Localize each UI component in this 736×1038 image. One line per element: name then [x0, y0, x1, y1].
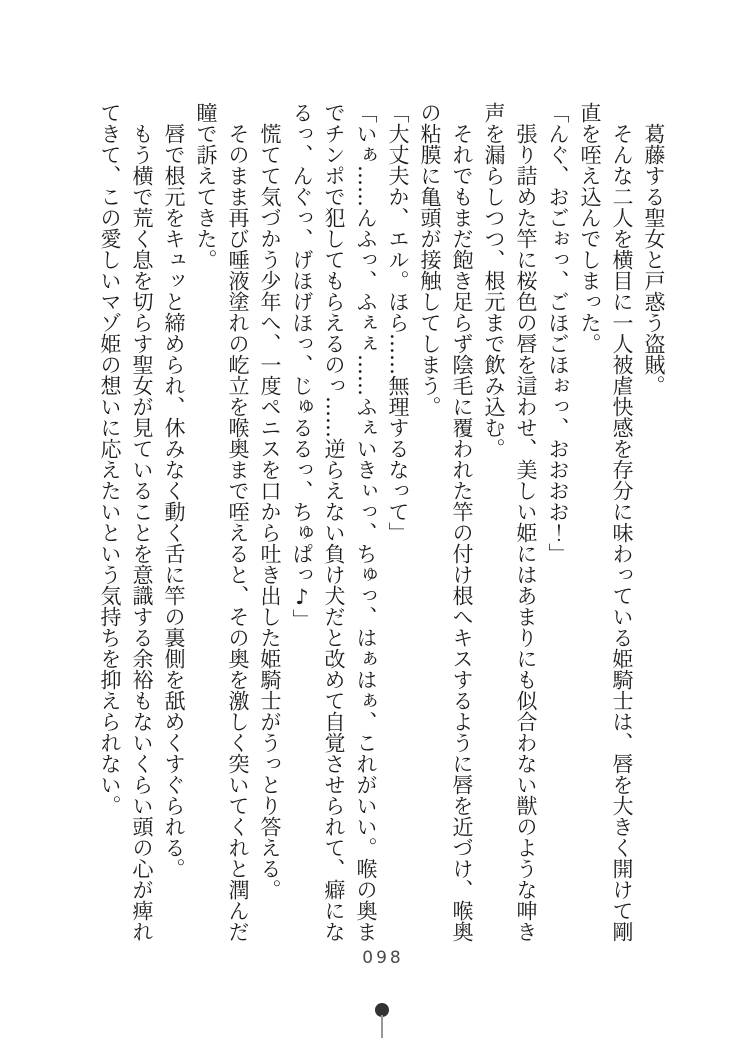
paragraph: 葛藤する聖女と戸惑う盗賊。	[642, 102, 666, 396]
paragraph: 「いぁ……んふっ、ふぇぇ……ふぇいきぃっ、ちゅっ、はぁはぁ、これがいい。喉の奥までチンポで犯してもらえるのっ……逆らえない負け犬だと改めて自覚させられて、癖になるっ、んぐっ、げほげほっ、じゅるるっ、ちゅぱっ♪」	[290, 102, 378, 942]
paragraph: それでもまだ飽き足らず陰毛に覆われた竿の付け根へキスするように唇を近づけ、喉奥の粘膜に亀頭が接触してしまう。	[418, 102, 474, 942]
paragraph: そんな二人を横目に一人被虐快感を存分に味わっている姫騎士は、唇を大きく開けて剛直を咥え込んでしまった。	[578, 102, 634, 942]
paragraph: 「大丈夫か、エル。ほら……無理するなって」	[386, 102, 410, 543]
paragraph: 「んぐ、おごぉっ、ごほごほぉっ、おおおお！」	[546, 102, 570, 564]
vertical-text-block	[92, 102, 670, 942]
paragraph: そのまま再び唾液塗れの屹立を喉奥まで咥えると、その奥を激しく突いてくれと潤んだ瞳で訴えてきた。	[194, 102, 250, 942]
paragraph: 張り詰めた竿に桜色の唇を這わせ、美しい姫にはあまりにも似合わない獣のような呻き声を漏らしつつ、根元まで飲み込む。	[482, 102, 538, 942]
page-number: 098	[362, 948, 404, 968]
paragraph: 唇で根元をキュッと締められ、休みなく動く舌に竿の裏側を舐めくすぐられる。	[162, 102, 186, 879]
paragraph: もう横で荒く息を切らす聖女が見ていることを意識する余裕もないくらい頭の心が痺れてきて、この愛しいマゾ姫の想いに応えたいという気持ちを抑えられない。	[98, 102, 154, 942]
page-footer	[0, 948, 736, 968]
pin-stem	[381, 1015, 383, 1038]
paragraph: 慌てて気づかう少年へ、一度ペニスを口から吐き出した姫騎士がうっとり答える。	[258, 102, 282, 900]
